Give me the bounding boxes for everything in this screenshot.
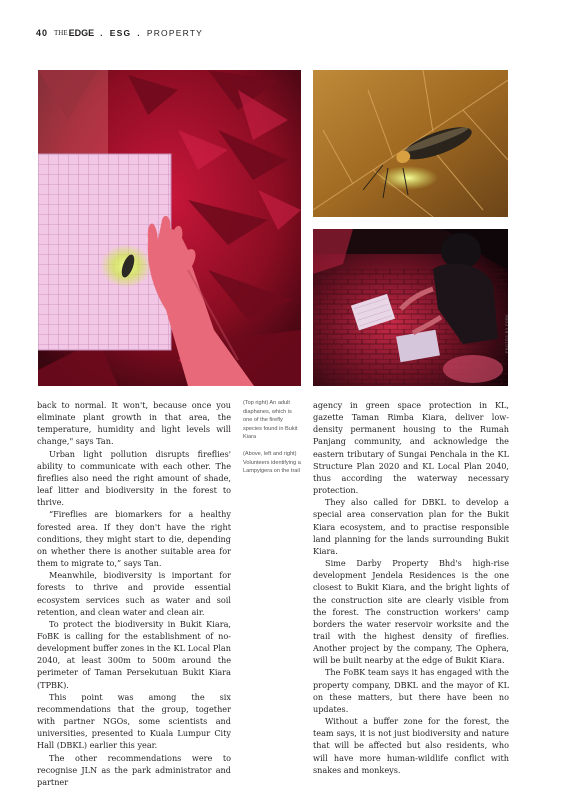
- section-label: ESG: [109, 28, 132, 38]
- caption-above: (Above, left and right) Volunteers identifying a Lampyigera on the trail: [243, 450, 301, 475]
- category-label: PROPERTY: [146, 28, 204, 38]
- paragraph: They also called for DBKL to develop a special area conservation plan for the Bukit Kiara ecosystem, and to practise responsible land planning for the lands surrounding Bukit Kiara.: [313, 497, 509, 556]
- paragraph: back to normal. It won't, because once you eliminate plant growth in that area, the temperature, humidity and light levels will change," says Tan.: [37, 400, 231, 447]
- page-number: 40: [36, 28, 49, 38]
- brand-the: THE: [54, 29, 68, 37]
- photo-captions: [243, 399, 301, 484]
- header-separator: .: [100, 28, 104, 38]
- paragraph: The other recommendations were to recognise JLN as the park administrator and partner: [37, 752, 231, 787]
- caption-top-right: (Top right) An adult diaphanes, which is one of the firefly species found in Bukit Kiara: [243, 400, 298, 441]
- paragraph: The FoBK team says it has engaged with the property company, DBKL and the mayor of KL on these matters, but there have been no updates.: [313, 667, 509, 714]
- photo-adult-firefly-on-leaf: [313, 70, 508, 217]
- paragraph: Meanwhile, biodiversity is important for forests to thrive and provide essential ecosystem services such as water and soil retention, and clean water and clean air.: [37, 570, 231, 617]
- photo-volunteers-at-night: [313, 229, 508, 386]
- photo-firefly-on-grid: [38, 70, 301, 386]
- body-column-left: [37, 399, 231, 788]
- photo-volunteers-image: [313, 229, 508, 386]
- paragraph: Without a buffer zone for the forest, the team says, it is not just biodiversity and nature that will be affected but also residents, who will have more human-wildlife conflict with snakes and monkeys.: [313, 716, 509, 775]
- header-separator: .: [137, 28, 141, 38]
- photo-adult-firefly-image: [313, 70, 508, 217]
- photo-firefly-on-grid-image: [38, 70, 301, 386]
- paragraph: “Fireflies are biomarkers for a healthy forested area. If they don't have the right conditions, they might start to die, depending on whether there is another suitable area for them to migrate to,” says Tan.: [37, 509, 231, 569]
- paragraph: Sime Darby Property Bhd's high-rise development Jendela Residences is the one closest to Bukit Kiara, and the bright lights of the construction site are clearly visible from the forest. The construction workers' camp borders the water reservoir worksite and the trail with the highest density of fireflies. Another project by the company, The Ophera, will be built nearby at the edge of Bukit Kiara.: [313, 558, 509, 666]
- paragraph: Urban light pollution disrupts fireflies' ability to communicate with each other. The fireflies also need the right amount of shade, leaf litter and biodiversity in the forest to thrive.: [37, 448, 231, 508]
- running-header: [36, 26, 203, 40]
- paragraph: To protect the biodiversity in Bukit Kiara, FoBK is calling for the establishment of no-development buffer zones in the KL Local Plan 2040, at least 300m to 500m around the perimeter of Taman Persekutuan Bukit Kiara (TPBK).: [37, 618, 231, 690]
- photo-credit: PHOTOS BY FOBK: [505, 313, 509, 353]
- body-column-right: [313, 399, 509, 776]
- brand-edge: EDGE: [68, 28, 95, 38]
- paragraph: This point was among the six recommendations that the group, together with partner NGOs, some scientists and universities, presented to Kuala Lumpur City Hall (DBKL) earlier this year.: [37, 691, 231, 751]
- paragraph: agency in green space protection in KL, gazette Taman Rimba Kiara, deliver low-density permanent housing to the Rumah Panjang community, and acknowledge the eastern tributary of Sungai Penchala in the KL Structure Plan 2020 and KL Local Plan 2040, thus according the waterway necessary protection.: [313, 400, 509, 496]
